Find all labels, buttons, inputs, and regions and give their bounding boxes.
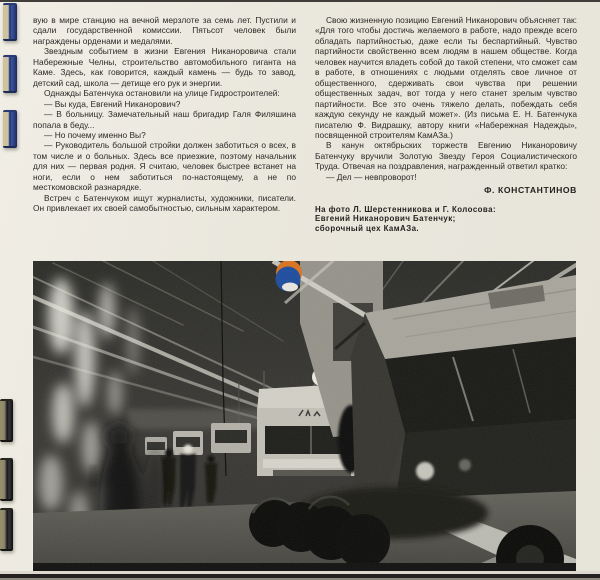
article-column-right: [315, 15, 577, 233]
paragraph: Встреч с Батенчуком ищут журналисты, художники, писатели. Он привлекает их своей самобытностью, сильным характером.: [33, 192, 296, 214]
binding-clip-blue-2: [3, 55, 17, 93]
paragraph: Звездным событием в жизни Евгения Никаноровича стали Набережные Челны, строительство автомобильного гиганта на Каме. Здесь, как говорится, каждый камень — будь то завод, детский сад, школа — детище его рук и энергии.: [33, 46, 296, 88]
binding-clip-blue-1: [3, 3, 17, 41]
dialogue-line: — Руководитель большой стройки должен заботиться о всех, в том числе и о больных. Здесь все приезжие, поэтому начальник для них — первая родня. Я считаю, человек быстрее встанет на ноги, если о нем заботиться по-настоящему, а не по месткомовской разнарядке.: [33, 140, 296, 193]
paragraph: вую в мире станцию на вечной мерзлоте за семь лет. Пустили и сдали государственной комиссии. Пятьсот человек были награждены орденами и медалями.: [33, 15, 296, 46]
binding-clip-dark-2: [0, 458, 13, 501]
photo-svg: [33, 261, 576, 571]
binding-clip-blue-3: [3, 110, 17, 148]
paragraph: В канун октябрьских торжеств Евгению Никаноровичу Батенчуку вручили Золотую Звезду Героя Социалистического Труда. Отвечая на поздравления, награжденный ответил кратко:: [315, 140, 577, 172]
binding-clip-dark-1: [0, 399, 13, 442]
caption-line-2: Евгений Никанорович Батенчук;: [315, 214, 456, 224]
paragraph: Свою жизненную позицию Евгений Никанорович объясняет так: «Для того чтобы достичь желаемого в работе, надо прежде всего обладать партийностью, даже если ты беспартийный. Чувство партийности свойственно всем людям в нашем обществе. Когда человек научится владеть собой до такой степени, что сможет сам в работе, в отношениях с людьми отделять свое личное от общественного, сдерживать свои чувства при решении общественных задач, вот тогда у него станет зрелым чувство партийности. Все это очень тяжело делать, побеждать себя каждую секунду не каждый может». (Из письма Е. Н. Батенчука писателю Ф. Видрашку, автору книги «Набережная Надежды», посвященной строителям КамАЗа.): [315, 15, 577, 140]
photo-grain-overlay: [33, 261, 576, 571]
paragraph: Однажды Батенчука остановили на улице Гидростроителей:: [44, 88, 280, 99]
dialogue-line: — В больницу. Замечательный наш бригадир Галя Филяшина попала в беду...: [33, 109, 296, 130]
page-top-edge-rule: [0, 0, 600, 2]
photo-kamaz-assembly-shop: [33, 261, 576, 571]
article-column-left: [33, 15, 296, 214]
dialogue-line: — Дел — невпроворот!: [326, 171, 417, 182]
caption-line-3: сборочный цех КамАЗа.: [315, 223, 420, 233]
caption-line-1: На фото Л. Шерстенникова и Г. Колосова:: [315, 204, 497, 214]
author-byline: Ф. КОНСТАНТИНОВ: [484, 185, 577, 196]
dialogue-line: — Но почему именно Вы?: [44, 129, 146, 140]
dialogue-line: — Вы куда, Евгений Никанорович?: [44, 98, 181, 109]
photo-caption: [315, 205, 577, 234]
binding-clip-dark-3: [0, 508, 13, 551]
